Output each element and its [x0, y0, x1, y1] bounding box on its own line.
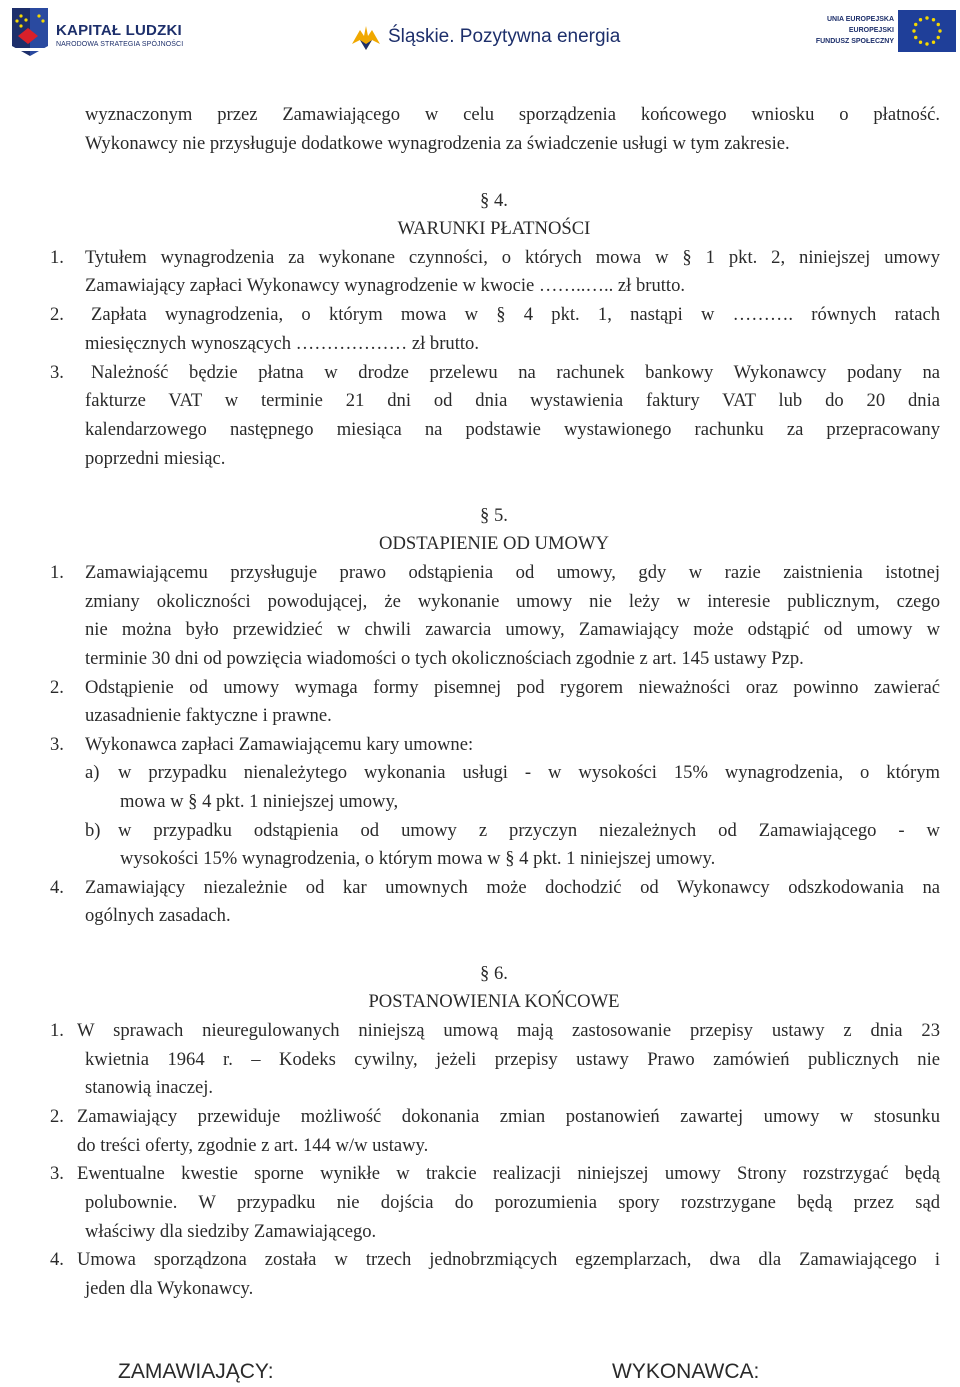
sec5-pa-line-1: w przypadku nienależytego wykonania usługi - w wysokości 15% wynagrodzenia, o którym — [118, 762, 940, 783]
sec5-p4-number: 4. — [50, 877, 64, 898]
eu-star-icon — [925, 42, 928, 45]
eu-star-icon — [912, 29, 915, 32]
sec6-p2-line-2: do treści oferty, zgodnie z art. 144 w/w ustawy. — [77, 1135, 429, 1156]
slaskie-eagle-icon — [350, 24, 382, 52]
sec5-p4-line-1: Zamawiający niezależnie od kar umownych może dochodzić od Wykonawcy odszkodowania na — [85, 877, 940, 898]
slaskie-logo — [350, 20, 620, 56]
section-6-title: POSTANOWIENIA KOŃCOWE — [368, 991, 620, 1012]
slaskie-slogan: Śląskie. Pozytywna energia — [388, 26, 621, 47]
kapital-ludzki-logo — [8, 6, 184, 60]
section-4-title: WARUNKI PŁATNOŚCI — [397, 218, 591, 239]
sec6-p3-line-2: polubownie. W przypadku nie dojścia do porozumienia spory rozstrzygane będą przez sąd — [85, 1192, 940, 1213]
intro-line-2: Wykonawcy nie przysługuje dodatkowe wynagrodzenia za świadczenie usługi w tym zakresie. — [85, 133, 790, 154]
sec4-p3-line-2: fakturze VAT w terminie 21 dni od dnia wystawienia faktury VAT lub do 20 dnia — [85, 390, 940, 411]
sec5-p3-number: 3. — [50, 734, 64, 755]
sec6-p4-line-1: Umowa sporządzona została w trzech jednobrzmiących egzemplarzach, dwa dla Zamawiającego i — [77, 1249, 940, 1270]
section-6-number: § 6. — [480, 963, 508, 984]
sec5-p1-line-1: Zamawiającemu przysługuje prawo odstąpienia od umowy, gdy w razie zaistnienia istotnej — [85, 562, 940, 583]
sec6-p3-number: 3. — [50, 1163, 64, 1184]
sec6-p4-line-2: jeden dla Wykonawcy. — [85, 1278, 254, 1299]
section-5-title: ODSTAPIENIE OD UMOWY — [379, 533, 609, 554]
sec6-p2-number: 2. — [50, 1106, 64, 1127]
sec4-p3-line-4: poprzedni miesiąc. — [85, 448, 226, 469]
sec6-p3-line-1: Ewentualne kwestie sporne wynikłe w trakcie realizacji niniejszej umowy Strony rozstrzygać będą — [77, 1163, 940, 1184]
eu-line-3: FUNDUSZ SPOŁECZNY — [815, 38, 894, 45]
eu-star-icon — [932, 18, 935, 21]
eu-star-icon — [919, 41, 922, 44]
intro-line-1: wyznaczonym przez Zamawiającego w celu sporządzenia końcowego wniosku o płatność. — [85, 104, 940, 125]
sec5-p1-line-3: nie można było przewidzieć w chwili zawarcia umowy, Zamawiający może odstąpić od umowy w — [85, 619, 940, 640]
eu-star-icon — [938, 29, 941, 32]
sec6-p1-line-2: kwietnia 1964 r. – Kodeks cywilny, jeżeli przepisy ustawy Prawo zamówień publicznych nie — [85, 1049, 940, 1070]
eu-star-icon — [925, 16, 928, 19]
kapital-ludzki-subtitle: NARODOWA STRATEGIA SPÓJNOŚCI — [56, 41, 184, 48]
section-5-number: § 5. — [480, 505, 508, 526]
kapital-ludzki-title: KAPITAŁ LUDZKI — [56, 22, 182, 39]
eu-star-icon — [937, 36, 940, 39]
sec6-p1-number: 1. — [50, 1020, 64, 1041]
sec4-p1-line-2: Zamawiający zapłaci Wykonawcy wynagrodzenie w kwocie ……..….. zł brutto. — [85, 275, 686, 296]
sec4-p3-line-3: kalendarzowego następnego miesiąca na podstawie wystawionego rachunku za przepracowany — [85, 419, 940, 440]
sec4-p2-line-1: Zapłata wynagrodzenia, o którym mowa w § 4 pkt. 1, nastąpi w ………. równych ratach — [91, 304, 940, 325]
sec5-pb-line-2: wysokości 15% wynagrodzenia, o którym mowa w § 4 pkt. 1 niniejszej umowy. — [120, 848, 716, 869]
sec4-p3-line-1: Należność będzie płatna w drodze przelewu na rachunek bankowy Wykonawcy podany na — [91, 362, 940, 383]
sec5-pb-letter: b) — [85, 820, 101, 841]
sec5-p2-line-1: Odstąpienie od umowy wymaga formy pisemnej pod rygorem nieważności oraz powinno zawierać — [85, 677, 940, 698]
sec6-p3-line-3: właściwy dla siedziby Zamawiającego. — [85, 1221, 377, 1242]
eu-flag-icon — [898, 10, 956, 52]
header-logo-bar — [0, 0, 960, 64]
sec5-p1-line-4: terminie 30 dni od powzięcia wiadomości o tych okolicznościach zgodnie z art. 145 ustawy Pzp. — [85, 648, 804, 669]
eu-star-icon — [914, 36, 917, 39]
signature-wykonawca: WYKONAWCA: — [612, 1360, 760, 1383]
sec5-p3-line-1: Wykonawca zapłaci Zamawiającemu kary umowne: — [85, 734, 474, 755]
sec6-p1-line-3: stanowią inaczej. — [85, 1077, 214, 1098]
sec4-p3-number: 3. — [50, 362, 64, 383]
sec6-p2-line-1: Zamawiający przewiduje możliwość dokonania zmian postanowień zawartej umowy w stosunku — [77, 1106, 940, 1127]
eu-star-icon — [914, 23, 917, 26]
sec6-p4-number: 4. — [50, 1249, 64, 1270]
kapital-ludzki-emblem-icon — [8, 6, 52, 58]
sec5-p4-line-2: ogólnych zasadach. — [85, 905, 231, 926]
sec6-p1-line-1: W sprawach nieuregulowanych niniejszą umową mają zastosowanie przepisy ustawy z dnia 23 — [77, 1020, 940, 1041]
eu-star-icon — [919, 18, 922, 21]
signature-zamawiajacy: ZAMAWIAJĄCY: — [118, 1360, 274, 1383]
sec5-p2-number: 2. — [50, 677, 64, 698]
sec5-pa-letter: a) — [85, 762, 100, 783]
sec4-p1-line-1: Tytułem wynagrodzenia za wykonane czynności, o których mowa w § 1 pkt. 2, niniejszej umowy — [85, 247, 940, 268]
section-4-number: § 4. — [480, 190, 508, 211]
eu-star-icon — [937, 23, 940, 26]
eu-line-1: UNIA EUROPEJSKA — [826, 16, 894, 23]
sec4-p2-number: 2. — [50, 304, 64, 325]
sec5-p1-number: 1. — [50, 562, 64, 583]
sec4-p1-number: 1. — [50, 247, 64, 268]
eu-line-2: EUROPEJSKI — [848, 27, 894, 34]
sec5-p2-line-2: uzasadnienie faktyczne i prawne. — [85, 705, 332, 726]
sec5-pa-line-2: mowa w § 4 pkt. 1 niniejszej umowy, — [120, 791, 399, 812]
eu-logo-text — [808, 14, 894, 47]
eu-logo — [798, 6, 958, 58]
sec4-p2-line-2: miesięcznych wynoszących ……………… zł brutto. — [85, 333, 479, 354]
sec5-p1-line-2: zmiany okoliczności powodującej, że wykonanie umowy nie leży w interesie publicznym, czego — [85, 591, 940, 612]
sec5-pb-line-1: w przypadku odstąpienia od umowy z przyczyn niezależnych od Zamawiającego - w — [118, 820, 940, 841]
eu-star-icon — [932, 41, 935, 44]
